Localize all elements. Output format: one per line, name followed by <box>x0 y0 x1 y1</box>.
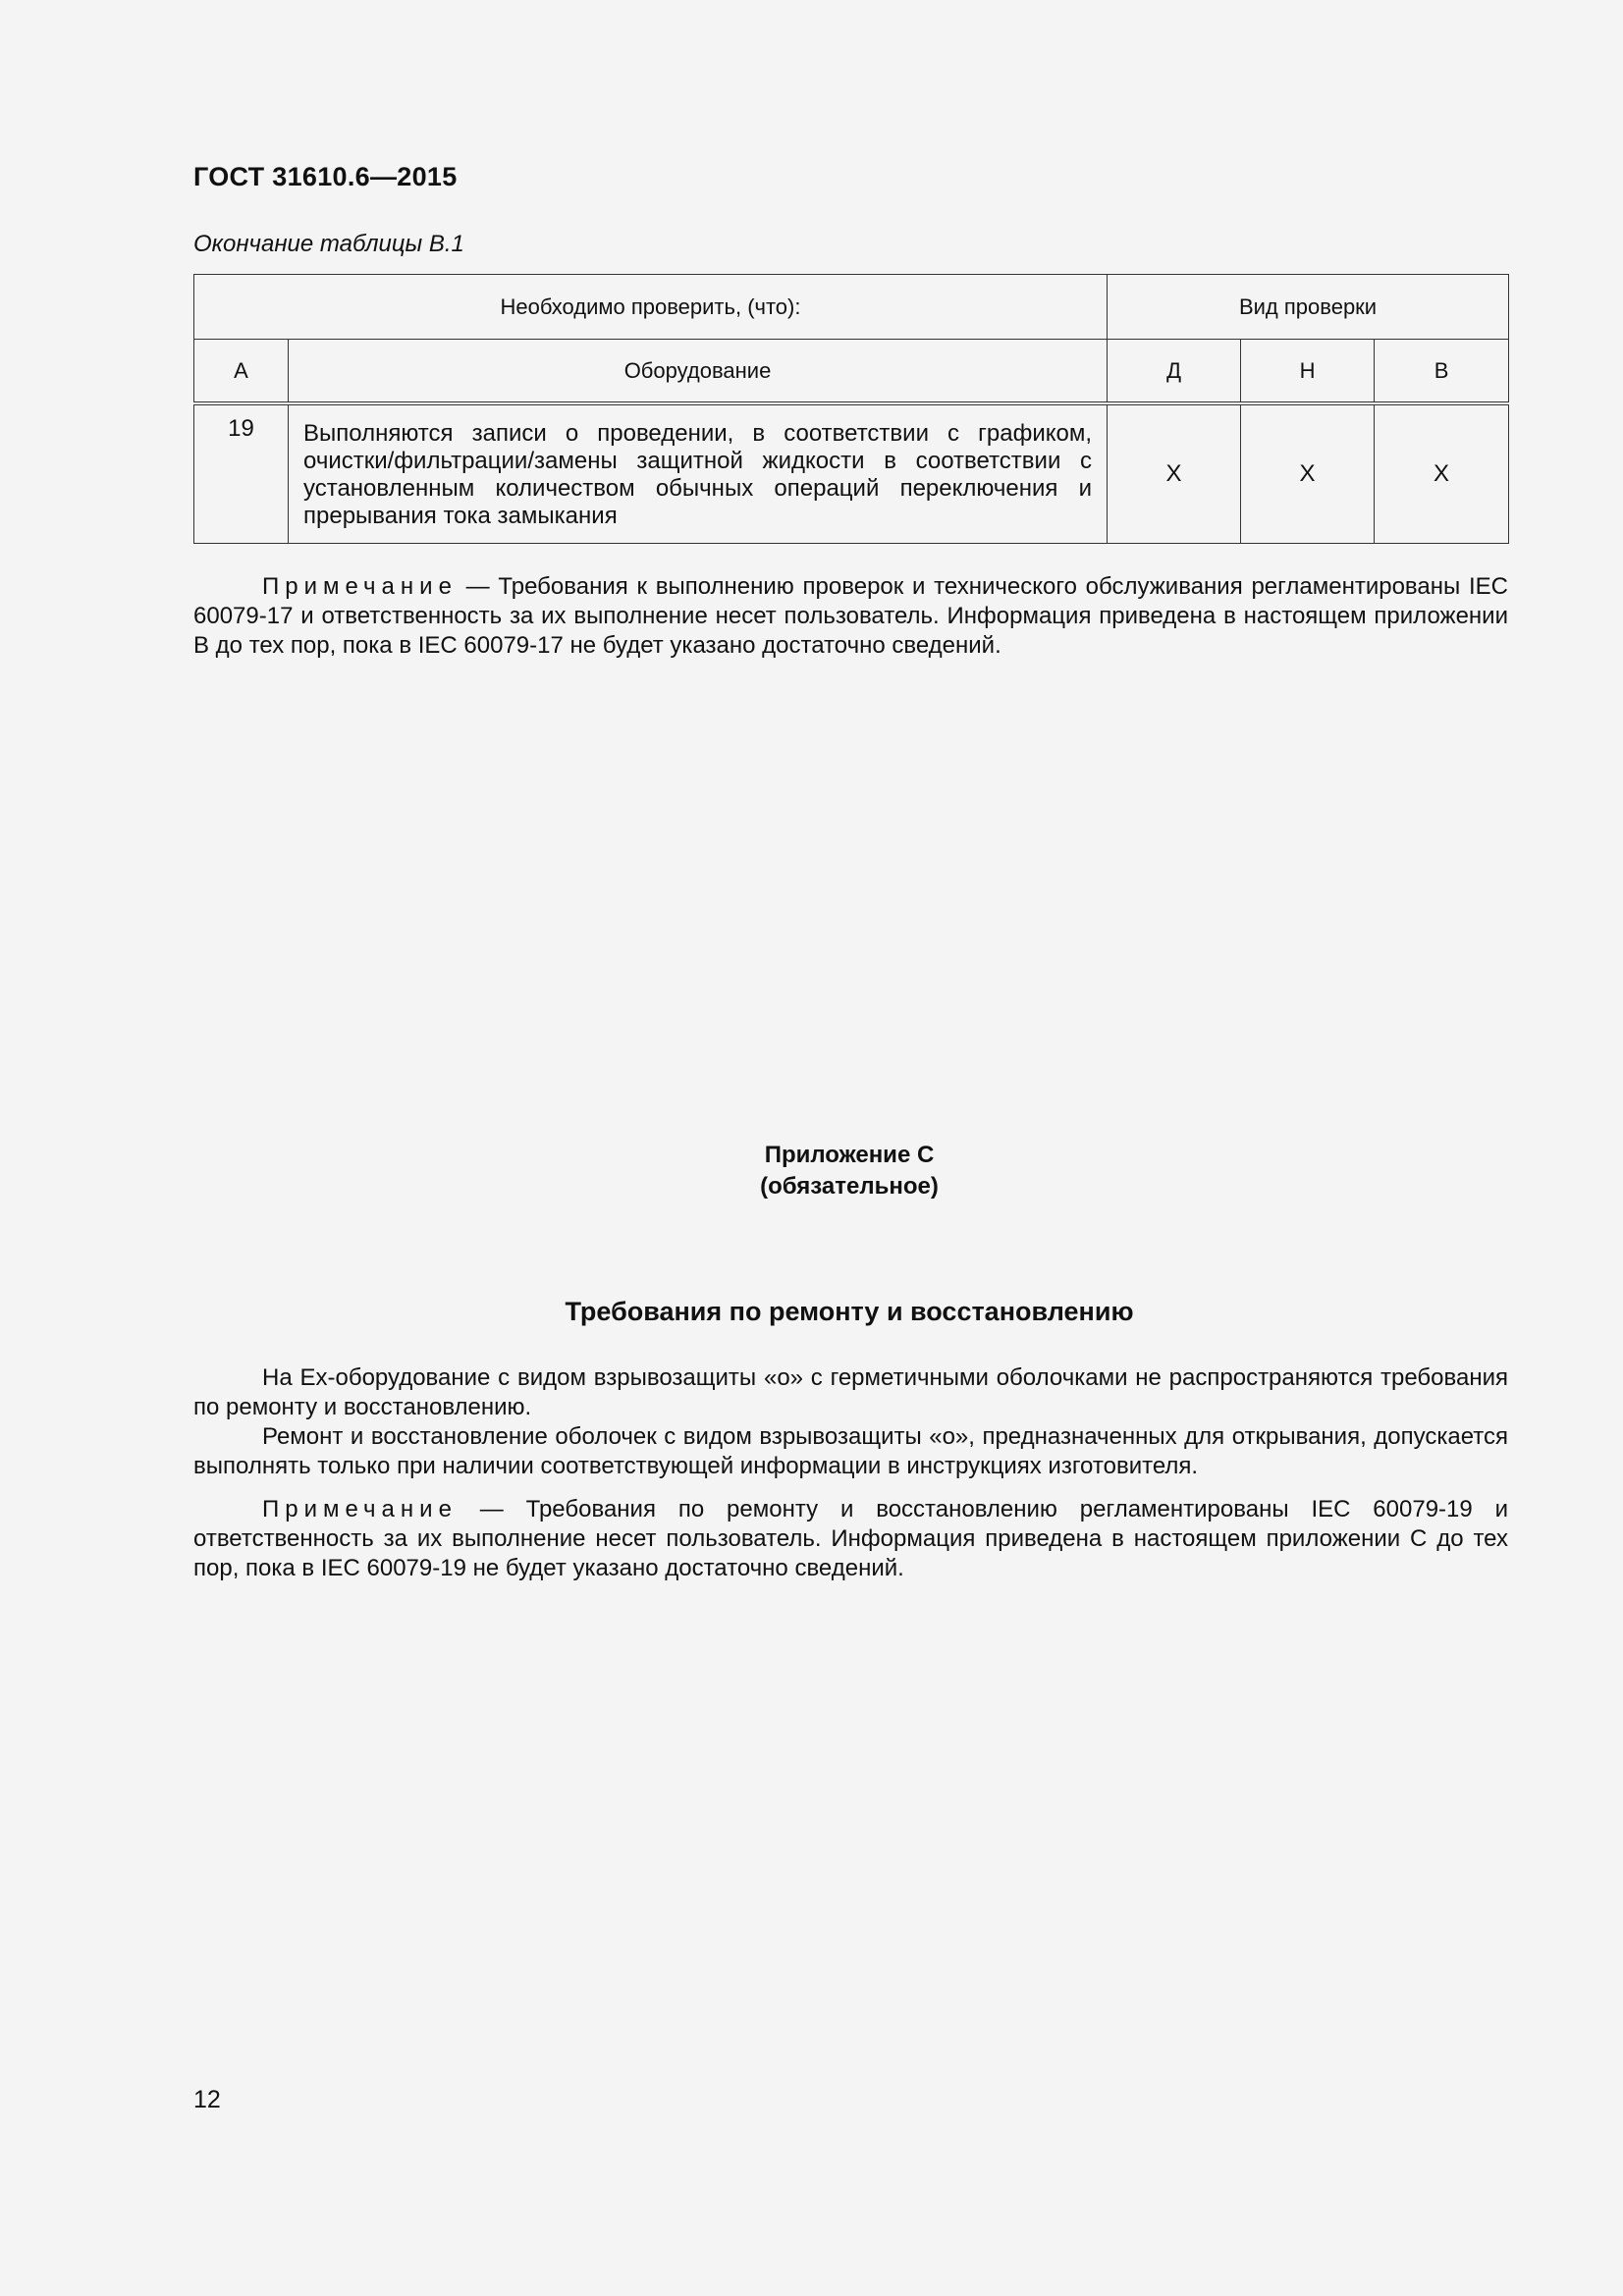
paragraph-2: Ремонт и восстановление оболочек с видом взрывозащиты «о», предназначенных для открывания, допускается выполнять только при наличии соответствующей информации в инструкциях изготовителя. <box>193 1423 1508 1479</box>
row-text: Выполняются записи о проведении, в соответствии с графиком, очистки/фильтрации/замены защитной жидкости в соответствии с установленным количеством обычных операций переключения и прерывания тока замыкания <box>289 403 1108 544</box>
header-to-check: Необходимо проверить, (что): <box>194 275 1108 340</box>
header-col-n: Н <box>1241 340 1375 404</box>
row-mark-d: Х <box>1108 403 1241 544</box>
row-mark-v: Х <box>1375 403 1509 544</box>
row-mark-n: Х <box>1241 403 1375 544</box>
appendix-status: (обязательное) <box>760 1173 939 1200</box>
table-subheader-row <box>194 340 1509 404</box>
table-header-row <box>194 275 1509 340</box>
note-label: Примечание <box>262 573 458 600</box>
row-number: 19 <box>194 403 289 544</box>
note-text: — Требования к выполнению проверок и технического обслуживания регламентированы IEC 60079-17 и ответственность за их выполнение несет пользователь. Информация приведена в настоящем приложении В до тех пор, пока в IEC 60079-17 не будет указано достаточно сведений. <box>193 573 1508 659</box>
appendix-title: Приложение С <box>764 1142 935 1168</box>
note-label: Примечание <box>262 1496 458 1522</box>
document-code: ГОСТ 31610.6—2015 <box>193 162 458 191</box>
note-appendix-c <box>193 1495 1508 1583</box>
table-row <box>194 403 1509 544</box>
table-caption: Окончание таблицы В.1 <box>193 231 464 257</box>
page-number: 12 <box>193 2086 221 2113</box>
header-check-type: Вид проверки <box>1108 275 1509 340</box>
header-col-d: Д <box>1108 340 1241 404</box>
appendix-heading <box>0 1140 1623 1202</box>
paragraph-1: На Ех-оборудование с видом взрывозащиты «о» с герметичными оболочками не распространяются требования по ремонту и восстановлению. <box>193 1364 1508 1420</box>
inspection-table <box>193 274 1509 544</box>
header-col-v: В <box>1375 340 1509 404</box>
note-text: — Требования по ремонту и восстановлению регламентированы IEC 60079-19 и ответственность за их выполнение несет пользователь. Информация приведена в настоящем приложении С до тех пор, пока в IEC 60079-19 не будет указано достаточно сведений. <box>193 1496 1508 1581</box>
section-title: Требования по ремонту и восстановлению <box>565 1297 1134 1326</box>
header-col-a: А <box>194 340 289 404</box>
note-table-b1 <box>193 572 1508 661</box>
header-col-equipment: Оборудование <box>289 340 1108 404</box>
